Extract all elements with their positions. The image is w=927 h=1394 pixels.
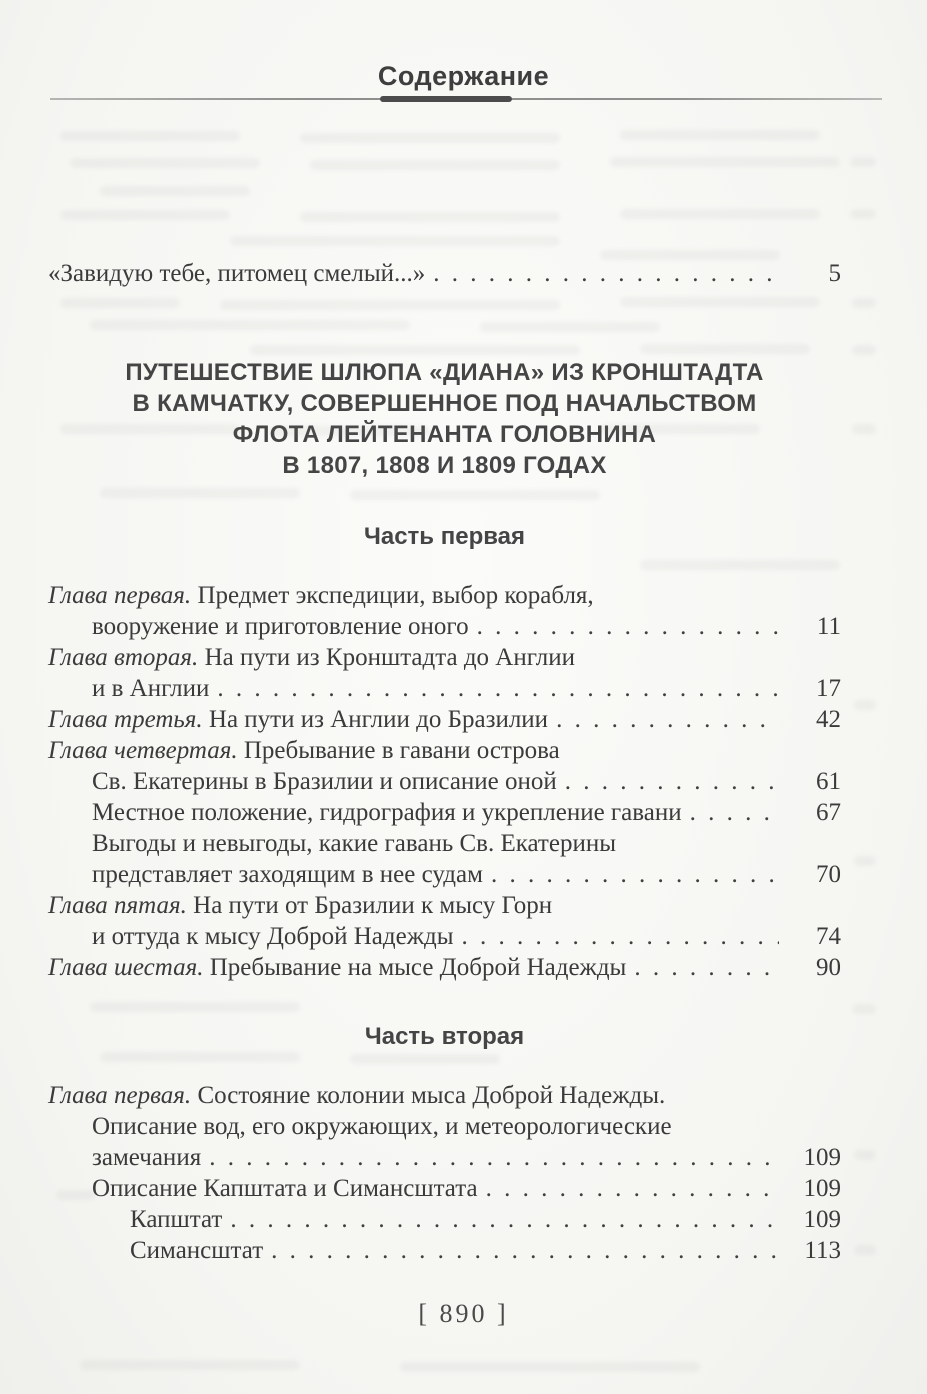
page-number: 5 — [828, 260, 841, 287]
toc-entry — [48, 1111, 841, 1142]
entry-title — [92, 797, 682, 828]
entry-title — [92, 766, 557, 797]
entry-text: Выгоды и невыгоды, какие гавань Св. Екатерины — [92, 830, 617, 857]
header-rule — [50, 98, 882, 100]
entry-title — [48, 952, 626, 983]
toc-entry — [48, 952, 841, 983]
toc-entry — [48, 921, 841, 952]
toc-sections — [48, 521, 841, 1266]
entry-title — [92, 859, 483, 890]
dot-leader — [486, 1173, 779, 1204]
book-title-line: ПУТЕШЕСТВИЕ ШЛЮПА «ДИАНА» ИЗ КРОНШТАДТА — [125, 359, 764, 386]
book-title-line: В 1807, 1808 И 1809 ГОДАХ — [282, 452, 607, 479]
dot-leader — [634, 952, 779, 983]
entry-text: и оттуда к мысу Доброй Надежды — [92, 923, 454, 950]
toc-entry — [48, 642, 841, 673]
entry-title — [92, 1111, 672, 1142]
dot-leader — [556, 704, 779, 735]
page-number: 17 — [816, 675, 841, 702]
toc-entry — [48, 890, 841, 921]
dot-leader — [690, 797, 779, 828]
toc-entry — [48, 797, 841, 828]
book-title — [48, 357, 841, 481]
chapter-label: Глава третья. — [48, 706, 203, 733]
entry-title — [130, 1204, 222, 1235]
entry-title — [48, 642, 575, 673]
page-number: 70 — [816, 861, 841, 888]
toc-list — [48, 1080, 841, 1266]
page-number: 109 — [803, 1144, 841, 1171]
entry-title — [92, 1142, 201, 1173]
entry-title — [92, 611, 469, 642]
entry-title — [130, 1235, 263, 1266]
entry-text: замечания — [92, 1144, 202, 1171]
folio-number: [ 890 ] — [418, 1299, 509, 1328]
page-number: 109 — [803, 1175, 841, 1202]
dot-leader — [477, 611, 779, 642]
toc-entry — [48, 735, 841, 766]
entry-text: вооружение и приготовление оного — [92, 613, 469, 640]
entry-text: На пути от Бразилии к мысу Горн — [186, 892, 553, 919]
toc-list — [48, 580, 841, 983]
page-number: 113 — [804, 1237, 841, 1264]
toc-section — [48, 1021, 841, 1266]
dot-leader — [491, 859, 779, 890]
page-number: 109 — [803, 1206, 841, 1233]
toc-entry — [48, 859, 841, 890]
entry-title — [92, 673, 209, 704]
part-heading: Часть вторая — [364, 1023, 525, 1050]
toc-entry — [48, 1204, 841, 1235]
toc-entry — [48, 704, 841, 735]
page-number: 67 — [816, 799, 841, 826]
toc-entry — [48, 828, 841, 859]
toc-entry — [48, 766, 841, 797]
entry-text: Описание Капштата и Симансштата — [92, 1175, 478, 1202]
chapter-label: Глава первая. — [48, 582, 192, 609]
dot-leader — [271, 1235, 779, 1266]
dot-leader — [565, 766, 779, 797]
chapter-label: Глава четвертая. — [48, 737, 238, 764]
entry-title — [92, 921, 454, 952]
entry-title — [92, 828, 616, 859]
toc-entry — [48, 1080, 841, 1111]
dot-leader — [217, 673, 779, 704]
entry-text: На пути из Кронштадта до Англии — [198, 644, 575, 671]
chapter-label: Глава шестая. — [48, 954, 204, 981]
toc-entry — [48, 1173, 841, 1204]
dot-leader — [433, 258, 779, 289]
entry-text: Пребывание на мысе Доброй Надежды — [203, 954, 627, 981]
page-number: 42 — [816, 706, 841, 733]
entry-text: Местное положение, гидрография и укрепление гавани — [92, 799, 682, 826]
page-footer — [0, 1298, 927, 1330]
toc-entry — [48, 1235, 841, 1266]
contents-title: Содержание — [377, 61, 550, 91]
entry-title — [48, 580, 594, 611]
toc-section — [48, 521, 841, 983]
toc-entry — [48, 580, 841, 611]
header-rule-accent — [380, 96, 512, 102]
entry-text: Описание вод, его окружающих, и метеорологические — [92, 1113, 672, 1140]
table-of-contents — [48, 258, 841, 1266]
chapter-label: Глава вторая. — [48, 644, 199, 671]
entry-text: Пребывание в гавани острова — [237, 737, 560, 764]
chapter-label: Глава первая. — [48, 1082, 192, 1109]
chapter-label: Глава пятая. — [48, 892, 187, 919]
entry-text: Состояние колонии мыса Доброй Надежды. — [191, 1082, 666, 1109]
entry-title — [48, 704, 548, 735]
page-number: 90 — [816, 954, 841, 981]
entry-text: На пути из Англии до Бразилии — [202, 706, 549, 733]
page-number: 11 — [816, 613, 841, 640]
entry-text: представляет заходящим в нее судам — [92, 861, 483, 888]
entry-title: «Завидую тебе, питомец смелый...» — [48, 260, 426, 287]
entry-text: Капштат — [130, 1206, 223, 1233]
entry-text: Симансштат — [130, 1237, 264, 1264]
toc-entry — [48, 1142, 841, 1173]
dot-leader — [209, 1142, 779, 1173]
page-number: 74 — [816, 923, 841, 950]
entry-title — [48, 1080, 665, 1111]
part-heading: Часть первая — [363, 523, 526, 550]
toc-entry — [48, 673, 841, 704]
page-number: 61 — [816, 768, 841, 795]
dot-leader — [462, 921, 780, 952]
page-header — [0, 60, 927, 100]
toc-entry — [48, 611, 841, 642]
entry-title — [48, 890, 552, 921]
book-title-line: В КАМЧАТКУ, СОВЕРШЕННОЕ ПОД НАЧАЛЬСТВОМ — [132, 390, 757, 417]
dot-leader — [230, 1204, 779, 1235]
entry-title — [48, 735, 560, 766]
entry-text: Предмет экспедиции, выбор корабля, — [191, 582, 594, 609]
toc-entry — [48, 258, 841, 289]
entry-title — [92, 1173, 478, 1204]
entry-text: Св. Екатерины в Бразилии и описание оной — [92, 768, 557, 795]
entry-text: и в Англии — [92, 675, 210, 702]
book-title-line: ФЛОТА ЛЕЙТЕНАНТА ГОЛОВНИНА — [232, 421, 657, 448]
